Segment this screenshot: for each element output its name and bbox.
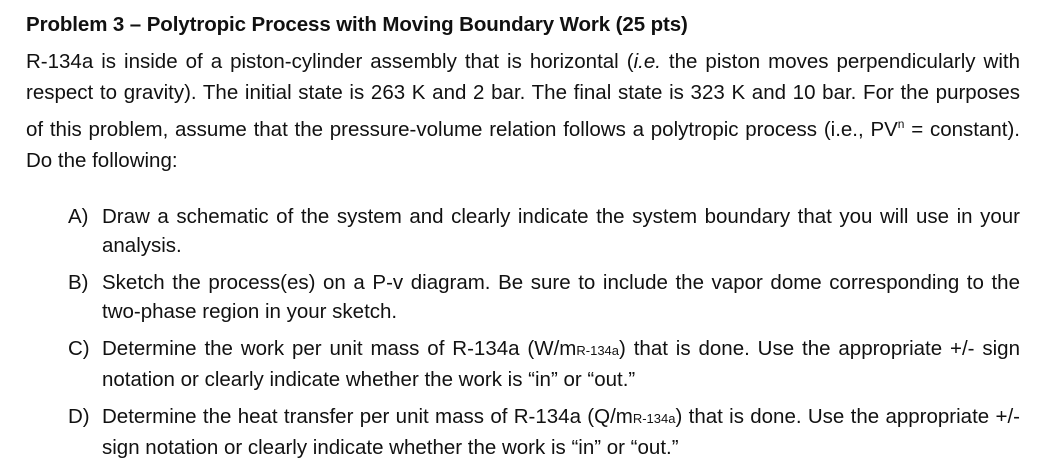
problem-statement [26,46,1020,177]
task-text: Sketch the process(es) on a P-v diagram. Be sure to include the vapor dome corresponding to the two-phase region in your sketch. [102,271,1020,323]
task-item-c [68,334,1020,394]
task-text [102,334,1020,394]
task-item-b [68,268,1020,326]
task-text-pre: Determine the work per unit mass of R-134a (W/m [102,337,577,360]
task-letter: A) [68,205,89,228]
task-text [102,402,1020,462]
task-text: Draw a schematic of the system and clearly indicate the system boundary that you will use in your analysis. [102,205,1020,257]
task-letter: C) [68,337,90,360]
task-item-a [68,202,1020,260]
statement-part-1: R-134a is inside of a piston-cylinder assembly that is horizontal ( [26,50,634,73]
task-letter: D) [68,405,90,428]
task-text-post: ) that is done. Use the appropriate +/- sign notation or clearly indicate whether the work is “in” or “out.” [102,405,1020,459]
task-text-post: ) that is done. Use the appropriate +/- sign notation or clearly indicate whether the work is “in” or “out.” [102,337,1020,391]
task-letter: B) [68,271,89,294]
statement-ie-italic: i.e. [633,50,661,73]
mass-subscript: R-134a [632,411,676,426]
statement-part-3: = constant). Do the following: [26,117,1020,173]
polytropic-exponent: n [897,116,905,131]
mass-subscript: R-134a [576,343,620,358]
problem-title: Problem 3 – Polytropic Process with Moving Boundary Work (25 pts) [26,13,688,36]
statement-part-2: the piston moves perpendicularly with respect to gravity). The initial state is 263 K and 2 bar. The final state is 323 K and 10 bar. For the purposes of this problem, assume that the pressure-volume relation follows a polytropic process (i.e., PV [26,50,1020,141]
task-list [68,202,1020,470]
task-text-pre: Determine the heat transfer per unit mass of R-134a (Q/m [102,405,633,428]
task-item-d [68,402,1020,462]
